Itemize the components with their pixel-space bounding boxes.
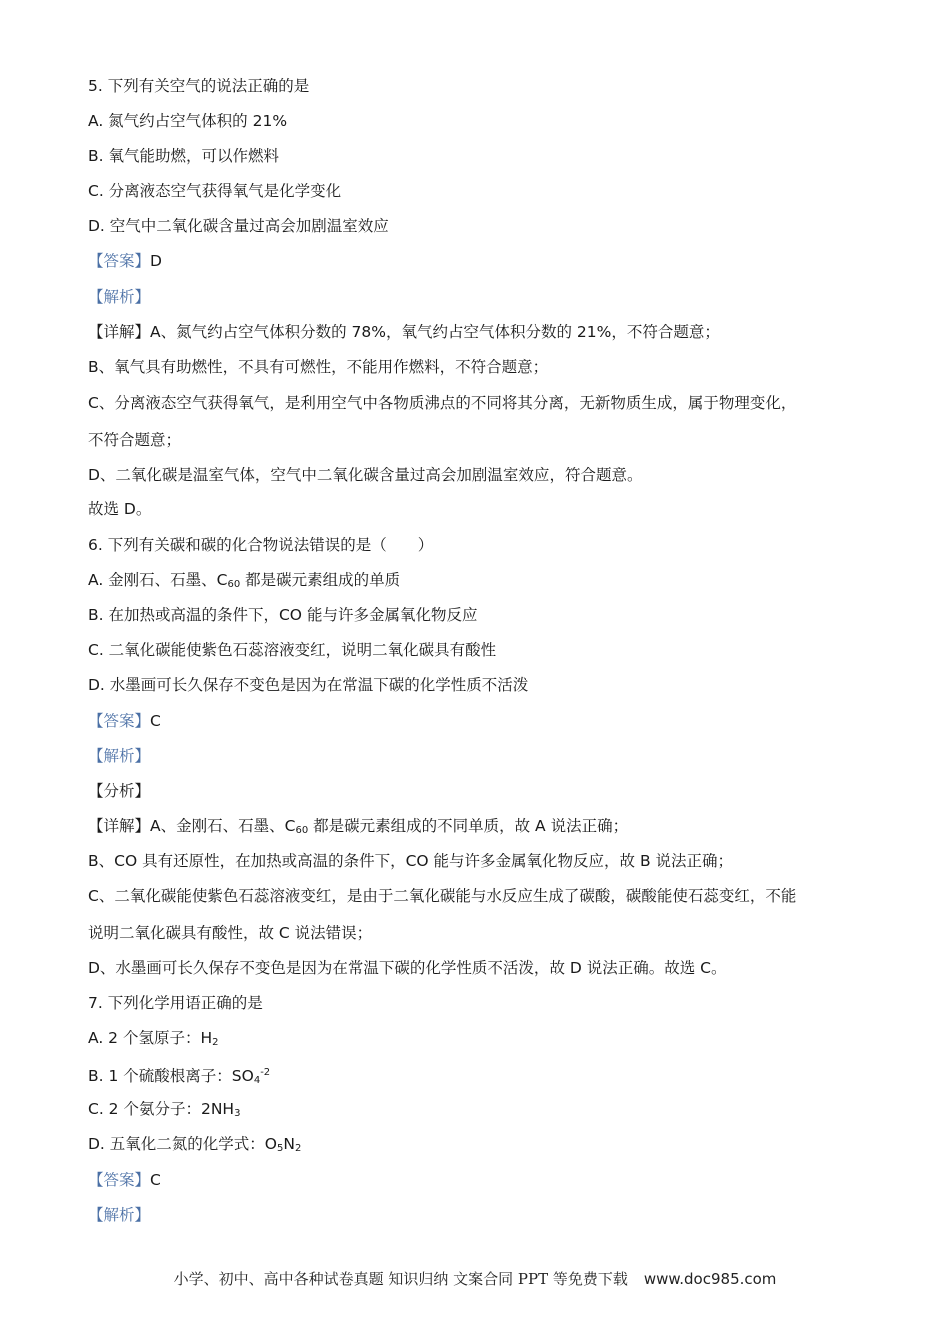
subscript: 2: [294, 1143, 302, 1154]
q6-detail-c-cont: 说明二氧化碳具有酸性，故 C 说法错误；: [88, 924, 373, 942]
subscript: 4: [253, 1075, 261, 1086]
option-text: 都是碳元素组成的单质: [240, 571, 401, 589]
subscript: 5: [277, 1143, 284, 1154]
q6-option-a: [88, 570, 400, 595]
subscript: 60: [227, 579, 241, 590]
q6-detail-c: C、二氧化碳能使紫色石蕊溶液变红，是由于二氧化碳能与水反应生成了碳酸，碳酸能使石蕊变红，不能: [88, 887, 797, 905]
q5-option-d: D. 空气中二氧化碳含量过高会加剧温室效应: [88, 217, 389, 235]
subscript: 60: [295, 825, 309, 836]
subscript: 2: [212, 1037, 219, 1048]
q7-option-c: [88, 1099, 240, 1124]
option-text: A. 2 个氢原子：H: [88, 1029, 213, 1047]
q6-detail-a: [88, 816, 628, 841]
q5-detail-c-cont: 不符合题意；: [88, 431, 182, 449]
q5-conclusion: 故选 D。: [88, 500, 152, 518]
detail-text: A、金刚石、石墨、C: [150, 817, 296, 835]
q5-answer: [88, 251, 162, 271]
q6-stem: 6. 下列有关碳和碳的化合物说法错误的是（ ）: [88, 536, 434, 554]
q5-detail-c: C、分离液态空气获得氧气，是利用空气中各物质沸点的不同将其分离，无新物质生成，属于物理变化，: [88, 394, 797, 412]
answer-tag: 【答案】: [88, 1171, 151, 1189]
q5-detail-b: B、氧气具有助燃性，不具有可燃性，不能用作燃料，不符合题意；: [88, 358, 549, 376]
detail-tag: 【详解】: [88, 323, 151, 341]
option-text: N: [283, 1135, 295, 1153]
answer-tag: 【答案】: [88, 712, 151, 730]
q5-stem: 5. 下列有关空气的说法正确的是: [88, 77, 310, 95]
footer-url[interactable]: www.doc985.com: [643, 1270, 777, 1288]
option-text: B. 1 个硫酸根离子：SO: [88, 1067, 254, 1085]
q5-analysis-tag: 【解析】: [88, 288, 151, 306]
answer-value: C: [150, 712, 161, 730]
q6-analysis-tag: 【解析】: [88, 747, 151, 765]
page-footer: [0, 1268, 950, 1289]
detail-text: A、氮气约占空气体积分数的 78%，氧气约占空气体积分数的 21%，不符合题意；: [150, 323, 720, 341]
superscript: -2: [260, 1067, 271, 1078]
q5-option-c: C. 分离液态空气获得氧气是化学变化: [88, 182, 342, 200]
q6-answer: [88, 711, 161, 731]
q7-analysis-tag: 【解析】: [88, 1206, 151, 1224]
q5-detail-d: D、二氧化碳是温室气体，空气中二氧化碳含量过高会加剧温室效应，符合题意。: [88, 466, 643, 484]
q5-option-b: B. 氧气能助燃，可以作燃料: [88, 147, 279, 165]
q6-option-d: D. 水墨画可长久保存不变色是因为在常温下碳的化学性质不活泼: [88, 676, 529, 694]
q6-detail-d: D、水墨画可长久保存不变色是因为在常温下碳的化学性质不活泼，故 D 说法正确。故选 C。: [88, 959, 727, 977]
q7-option-b: [88, 1063, 270, 1091]
q7-answer: [88, 1170, 161, 1190]
q6-option-c: C. 二氧化碳能使紫色石蕊溶液变红，说明二氧化碳具有酸性: [88, 641, 497, 659]
q6-fenxi-tag: 【分析】: [88, 782, 151, 800]
answer-value: D: [150, 252, 162, 270]
subscript: 3: [234, 1108, 241, 1119]
footer-text: 小学、初中、高中各种试卷真题 知识归纳 文案合同 PPT 等免费下载: [173, 1270, 628, 1288]
q7-option-a: [88, 1028, 219, 1053]
option-text: D. 五氧化二氮的化学式：O: [88, 1135, 277, 1153]
q5-detail-a: [88, 322, 720, 342]
answer-value: C: [150, 1171, 161, 1189]
q5-option-a: A. 氮气约占空气体积的 21%: [88, 112, 288, 130]
q6-option-b: B. 在加热或高温的条件下，CO 能与许多金属氧化物反应: [88, 606, 478, 624]
q7-option-d: [88, 1134, 301, 1159]
detail-tag: 【详解】: [88, 817, 151, 835]
answer-tag: 【答案】: [88, 252, 151, 270]
detail-text: 都是碳元素组成的不同单质，故 A 说法正确；: [308, 817, 629, 835]
q6-detail-b: B、CO 具有还原性，在加热或高温的条件下，CO 能与许多金属氧化物反应，故 B 说法正确；: [88, 852, 734, 870]
option-text: A. 金刚石、石墨、C: [88, 571, 228, 589]
option-text: C. 2 个氨分子：2NH: [88, 1100, 235, 1118]
q7-stem: 7. 下列化学用语正确的是: [88, 994, 263, 1012]
